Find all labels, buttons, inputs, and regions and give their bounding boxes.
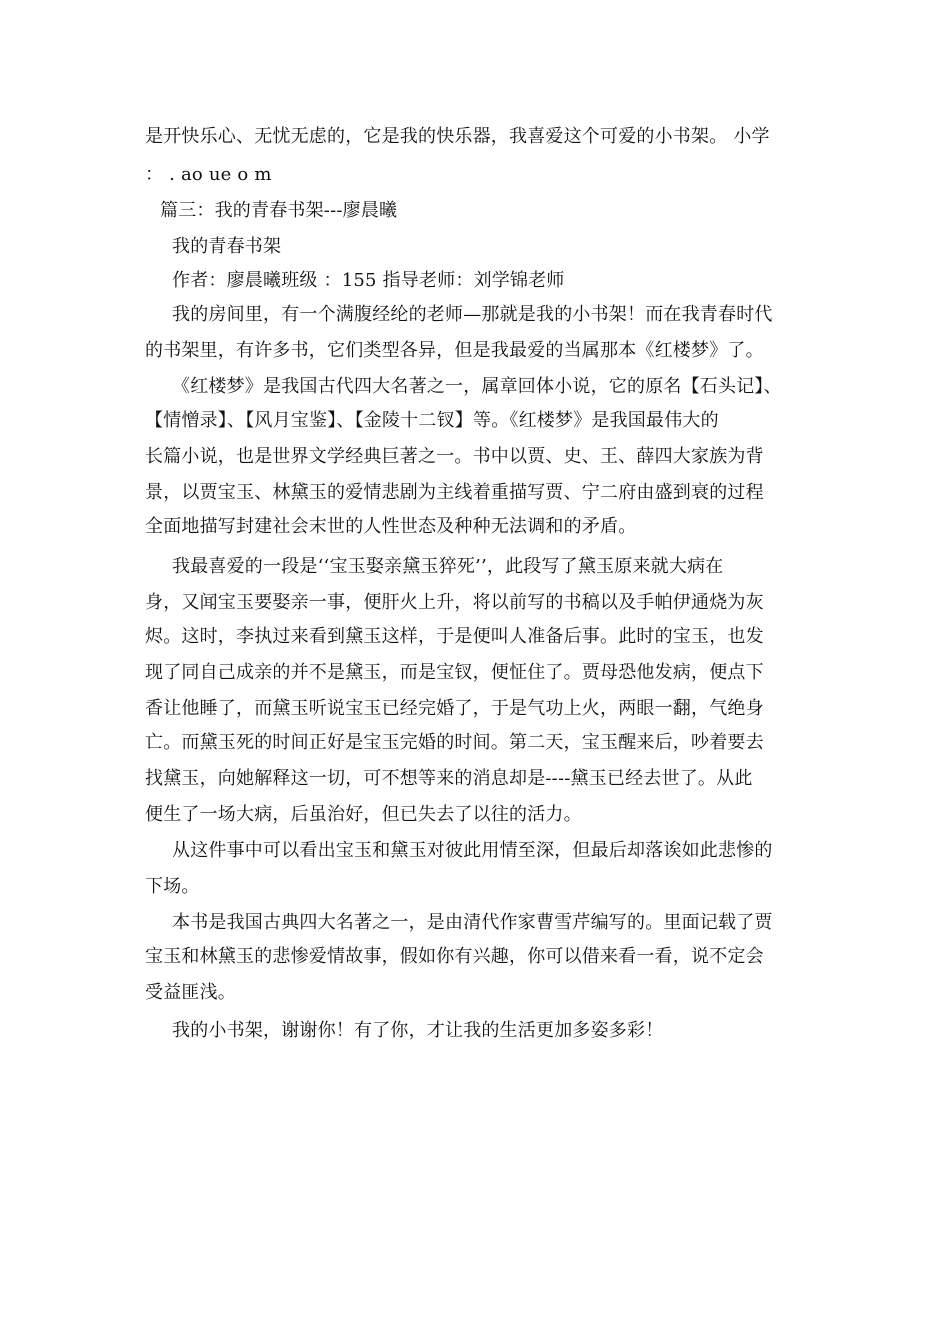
body-line: 景，以贾宝玉、林黛玉的爱情悲剧为主线着重描写贾、宁二府由盛到衰的过程 bbox=[145, 482, 764, 503]
body-line: 我的房间里，有一个满腹经纶的老师—那就是我的小书架！而在我青春时代 bbox=[172, 304, 773, 325]
body-line: 身，又闻宝玉要娶亲一事，便肝火上升，将以前写的书稿以及手帕伊通烧为灰 bbox=[145, 592, 764, 613]
body-line: 现了同自己成亲的并不是黛玉，而是宝钗，便怔住了。贾母恐他发病，便点下 bbox=[145, 662, 764, 683]
body-line: 全面地描写封建社会末世的人性世态及种种无法调和的矛盾。 bbox=[145, 516, 637, 537]
body-line: 烬。这时，李执过来看到黛玉这样，于是便叫人准备后事。此时的宝玉，也发 bbox=[145, 626, 764, 647]
body-line: 《红楼梦》是我国古代四大名著之一，属章回体小说，它的原名【石头记】、 bbox=[172, 376, 782, 397]
section-title: 篇三：我的青春书架---廖晨曦 bbox=[160, 200, 398, 221]
body-line: 我最喜爱的一段是‘‘宝玉娶亲黛玉猝死’’，此段写了黛玉原来就大病在 bbox=[172, 556, 724, 577]
body-line: 本书是我国古典四大名著之一，是由清代作家曹雪芹编写的。里面记载了贾 bbox=[172, 912, 773, 933]
body-line: 找黛玉，向她解释这一切，可不想等来的消息却是----黛玉已经去世了。从此 bbox=[145, 768, 753, 789]
closing-line: 我的小书架，谢谢你！有了你，才让我的生活更加多姿多彩！ bbox=[172, 1020, 664, 1041]
body-line: 下场。 bbox=[145, 876, 200, 897]
body-line: 是开快乐心、无忧无虑的，它是我的快乐器，我喜爱这个可爱的小书架。 小学 bbox=[145, 126, 770, 147]
body-line: 便生了一场大病，后虽治好，但已失去了以往的活力。 bbox=[145, 804, 582, 825]
body-line: 香让他睡了，而黛玉听说宝玉已经完婚了，于是气功上火，两眼一翻，气绝身 bbox=[145, 698, 764, 719]
body-line: 受益匪浅。 bbox=[145, 982, 236, 1003]
body-line: 【情憎录】、【风月宝鉴】、【金陵十二钗】等。《红楼梦》是我国最伟大的 bbox=[145, 410, 719, 431]
article-title: 我的青春书架 bbox=[172, 236, 282, 257]
body-line: 从这件事中可以看出宝玉和黛玉对彼此用情至深，但最后却落诶如此悲惨的 bbox=[172, 840, 773, 861]
body-line: 亡。而黛玉死的时间正好是宝玉完婚的时间。第二天，宝玉醒来后，吵着要去 bbox=[145, 732, 764, 753]
body-line: 长篇小说，也是世界文学经典巨著之一。书中以贾、史、王、薛四大家族为背 bbox=[145, 446, 764, 467]
body-line: ： . ao ue o m bbox=[145, 164, 272, 185]
author-line: 作者：廖晨曦班级 ：155 指导老师：刘学锦老师 bbox=[172, 270, 565, 291]
body-line: 宝玉和林黛玉的悲惨爱情故事，假如你有兴趣，你可以借来看一看，说不定会 bbox=[145, 946, 764, 967]
body-line: 的书架里，有许多书，它们类型各异，但是我最爱的当属那本《红楼梦》了。 bbox=[145, 340, 764, 361]
